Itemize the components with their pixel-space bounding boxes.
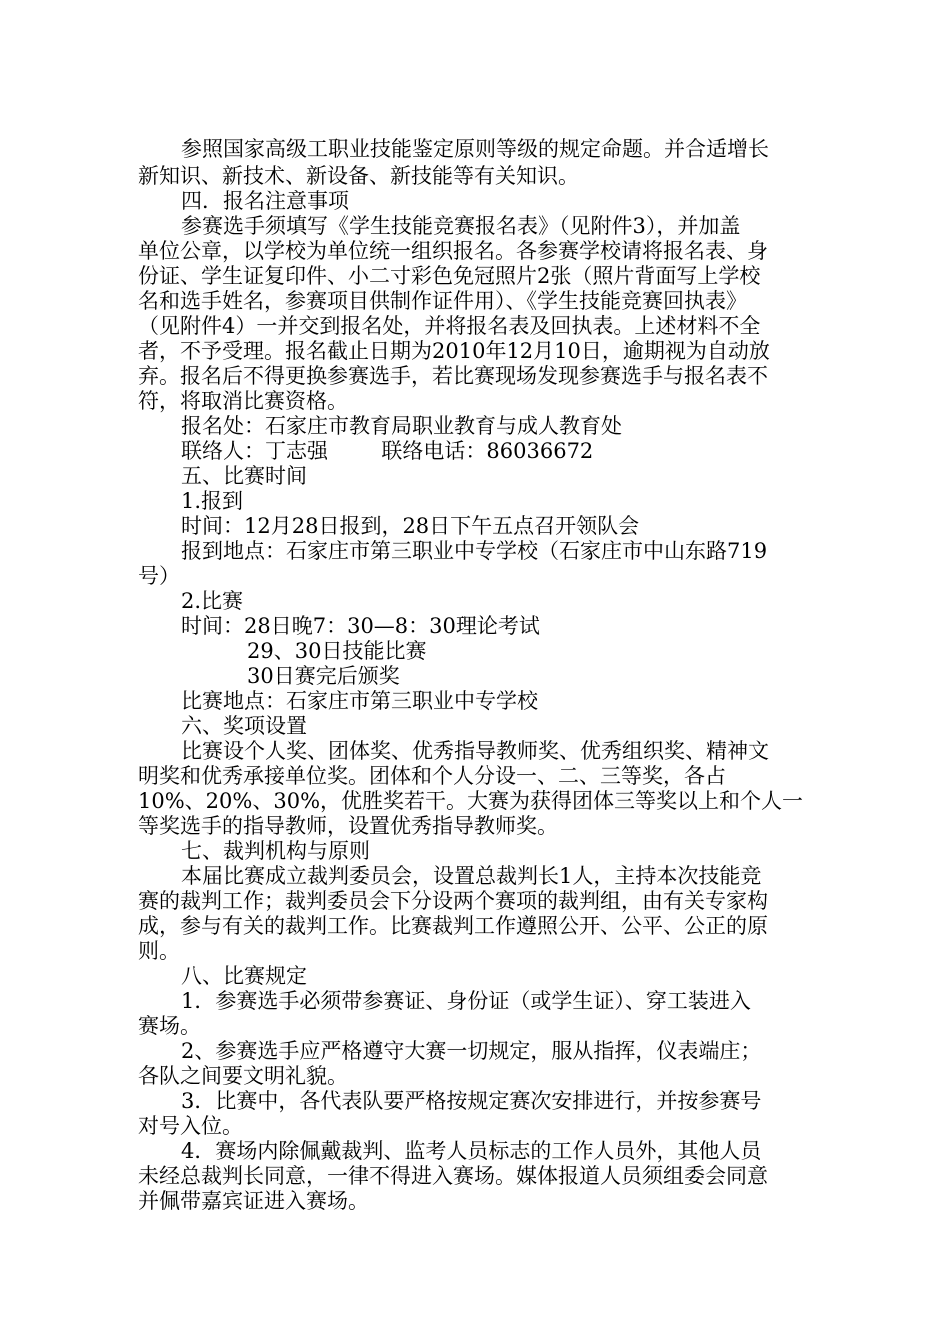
section-heading: 五、比赛时间	[181, 464, 307, 488]
section-heading: 七、裁判机构与原则	[181, 839, 370, 863]
text-line: 明奖和优秀承接单位奖。团体和个人分设一、二、三等奖，各占	[138, 764, 726, 788]
text-line: 等奖选手的指导教师，设置优秀指导教师奖。	[138, 814, 558, 838]
subsection-heading: 1.报到	[181, 489, 244, 513]
text-line: 3．比赛中，各代表队要严格按规定赛次安排进行，并按参赛号	[181, 1089, 762, 1113]
contact-line: 联络人：丁志强 联络电话：86036672	[181, 439, 594, 463]
text-line: 未经总裁判长同意，一律不得进入赛场。媒体报道人员须组委会同意	[138, 1164, 768, 1188]
text-line: （见附件4）一并交到报名处，并将报名表及回执表。上述材料不全	[138, 314, 761, 338]
text-line: 2、参赛选手应严格遵守大赛一切规定，服从指挥，仪表端庄；	[181, 1039, 762, 1063]
text-line: 名和选手姓名，参赛项目供制作证件用）、《学生技能竞赛回执表》	[138, 289, 747, 313]
text-line: 弃。报名后不得更换参赛选手，若比赛现场发现参赛选手与报名表不	[138, 364, 768, 388]
registration-office: 报名处：石家庄市教育局职业教育与成人教育处	[181, 414, 622, 438]
text-line: 对号入位。	[138, 1114, 243, 1138]
text-line: 者，不予受理。报名截止日期为2010年12月10日，逾期视为自动放	[138, 339, 770, 363]
section-heading: 八、比赛规定	[181, 964, 307, 988]
text-line: 参照国家高级工职业技能鉴定原则等级的规定命题。并合适增长	[181, 137, 769, 161]
section-heading: 四．报名注意事项	[181, 189, 349, 213]
text-line: 符，将取消比赛资格。	[138, 389, 348, 413]
text-line: 赛的裁判工作；裁判委员会下分设两个赛项的裁判组，由有关专家构	[138, 889, 768, 913]
text-line: 份证、学生证复印件、小二寸彩色免冠照片2张（照片背面写上学校	[138, 264, 761, 288]
subsection-heading: 2.比赛	[181, 589, 244, 613]
text-line: 10%、20%、30%，优胜奖若干。大赛为获得团体三等奖以上和个人一	[138, 789, 804, 813]
text-line: 时间：28日晚7：30—8：30理论考试	[181, 614, 540, 638]
section-heading: 六、奖项设置	[181, 714, 307, 738]
text-line: 成，参与有关的裁判工作。比赛裁判工作遵照公开、公平、公正的原	[138, 914, 768, 938]
text-line: 各队之间要文明礼貌。	[138, 1064, 348, 1088]
text-line: 赛场。	[138, 1014, 201, 1038]
text-line: 时间：12月28日报到，28日下午五点召开领队会	[181, 514, 640, 538]
text-line: 新知识、新技术、新设备、新技能等有关知识。	[138, 164, 579, 188]
text-line: 比赛地点：石家庄市第三职业中专学校	[181, 689, 538, 713]
text-line: 29、30日技能比赛	[247, 639, 427, 663]
text-line: 单位公章，以学校为单位统一组织报名。各参赛学校请将报名表、身	[138, 239, 768, 263]
text-line: 并佩带嘉宾证进入赛场。	[138, 1189, 369, 1213]
text-line: 本届比赛成立裁判委员会，设置总裁判长1人，主持本次技能竞	[181, 864, 762, 888]
text-line: 参赛选手须填写《学生技能竞赛报名表》（见附件3），并加盖	[181, 214, 741, 238]
text-line: 30日赛完后颁奖	[247, 664, 400, 688]
text-line: 1．参赛选手必须带参赛证、身份证（或学生证）、穿工装进入	[181, 989, 751, 1013]
text-line: 号）	[138, 564, 180, 588]
text-line: 4．赛场内除佩戴裁判、监考人员标志的工作人员外，其他人员	[181, 1139, 762, 1163]
text-line: 则。	[138, 939, 180, 963]
text-line: 报到地点：石家庄市第三职业中专学校（石家庄市中山东路719	[181, 539, 768, 563]
text-line: 比赛设个人奖、团体奖、优秀指导教师奖、优秀组织奖、精神文	[181, 739, 769, 763]
